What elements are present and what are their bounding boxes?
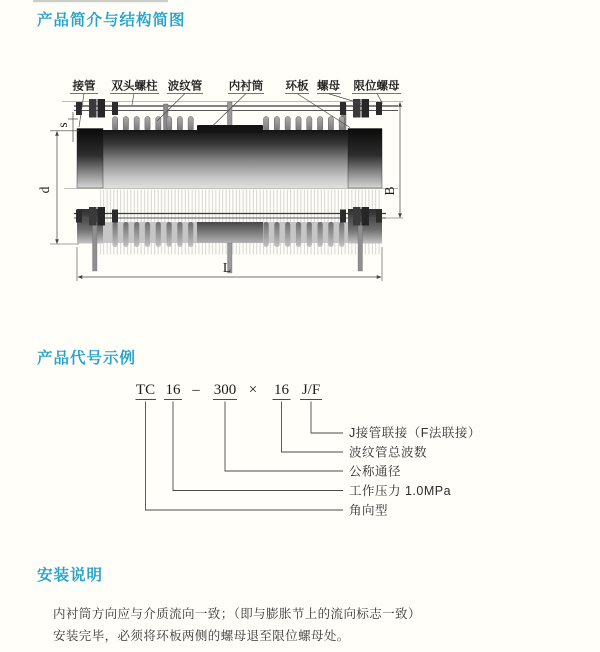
callout-working-pressure: 工作压力 1.0MPa xyxy=(349,484,452,498)
part-label-nut: 螺母 xyxy=(317,80,340,93)
dim-label-B: B xyxy=(382,186,397,196)
section-title-intro: 产品简介与结构简图 xyxy=(37,12,186,29)
bellows-fins-top-right xyxy=(264,117,345,132)
section-title-install: 安装说明 xyxy=(37,567,104,584)
pipe-end-left-upper xyxy=(77,129,103,189)
code-token-waves: 16 xyxy=(274,382,289,398)
inner-liner-band xyxy=(197,125,263,133)
inner-liner-band-lower xyxy=(197,222,263,243)
expansion-joint-drawing xyxy=(62,99,403,273)
part-label-stud: 双头螺柱 xyxy=(111,80,158,93)
callout-nominal-diameter: 公称通径 xyxy=(349,464,402,479)
part-label-pipe-end: 接管 xyxy=(72,80,96,93)
part-label-inner-liner: 内衬筒 xyxy=(228,80,264,93)
callout-wave-count: 波纹管总波数 xyxy=(349,445,428,460)
part-label-limit-nut: 限位螺母 xyxy=(353,80,400,93)
code-token-pressure: 16 xyxy=(165,382,181,398)
dim-label-L: L xyxy=(222,260,232,275)
dim-label-s: s xyxy=(55,122,70,128)
code-token-dash: – xyxy=(192,382,200,398)
callout-angular-type: 角向型 xyxy=(349,503,389,518)
bellows-body-upper xyxy=(103,130,348,188)
dim-label-d: d xyxy=(37,186,52,194)
part-label-bellows: 波纹管 xyxy=(167,80,203,93)
install-line-2: 安装完毕，必须将环板两侧的螺母退至限位螺母处。 xyxy=(53,629,350,643)
tie-rod-top xyxy=(74,106,398,111)
bellows-fins-top-left xyxy=(113,117,194,132)
section-title-code-example: 产品代号示例 xyxy=(37,350,137,367)
product-code-line xyxy=(136,382,320,398)
code-token-times: × xyxy=(248,382,258,398)
code-token-type: TC xyxy=(135,382,156,398)
code-token-connection: J/F xyxy=(301,382,321,398)
pipe-end-right-upper xyxy=(348,129,382,189)
cropped-top-remnant xyxy=(33,0,168,2)
callout-connection: J接管联接（F法联接） xyxy=(349,426,481,440)
code-token-diameter: 300 xyxy=(213,382,237,398)
code-callout-labels xyxy=(349,425,481,518)
code-callout-lines xyxy=(136,400,344,511)
part-label-ring-plate: 环板 xyxy=(285,80,309,93)
install-line-1: 内衬筒方向应与介质流向一致；（即与膨胀节上的流向标志一致） xyxy=(53,607,421,621)
